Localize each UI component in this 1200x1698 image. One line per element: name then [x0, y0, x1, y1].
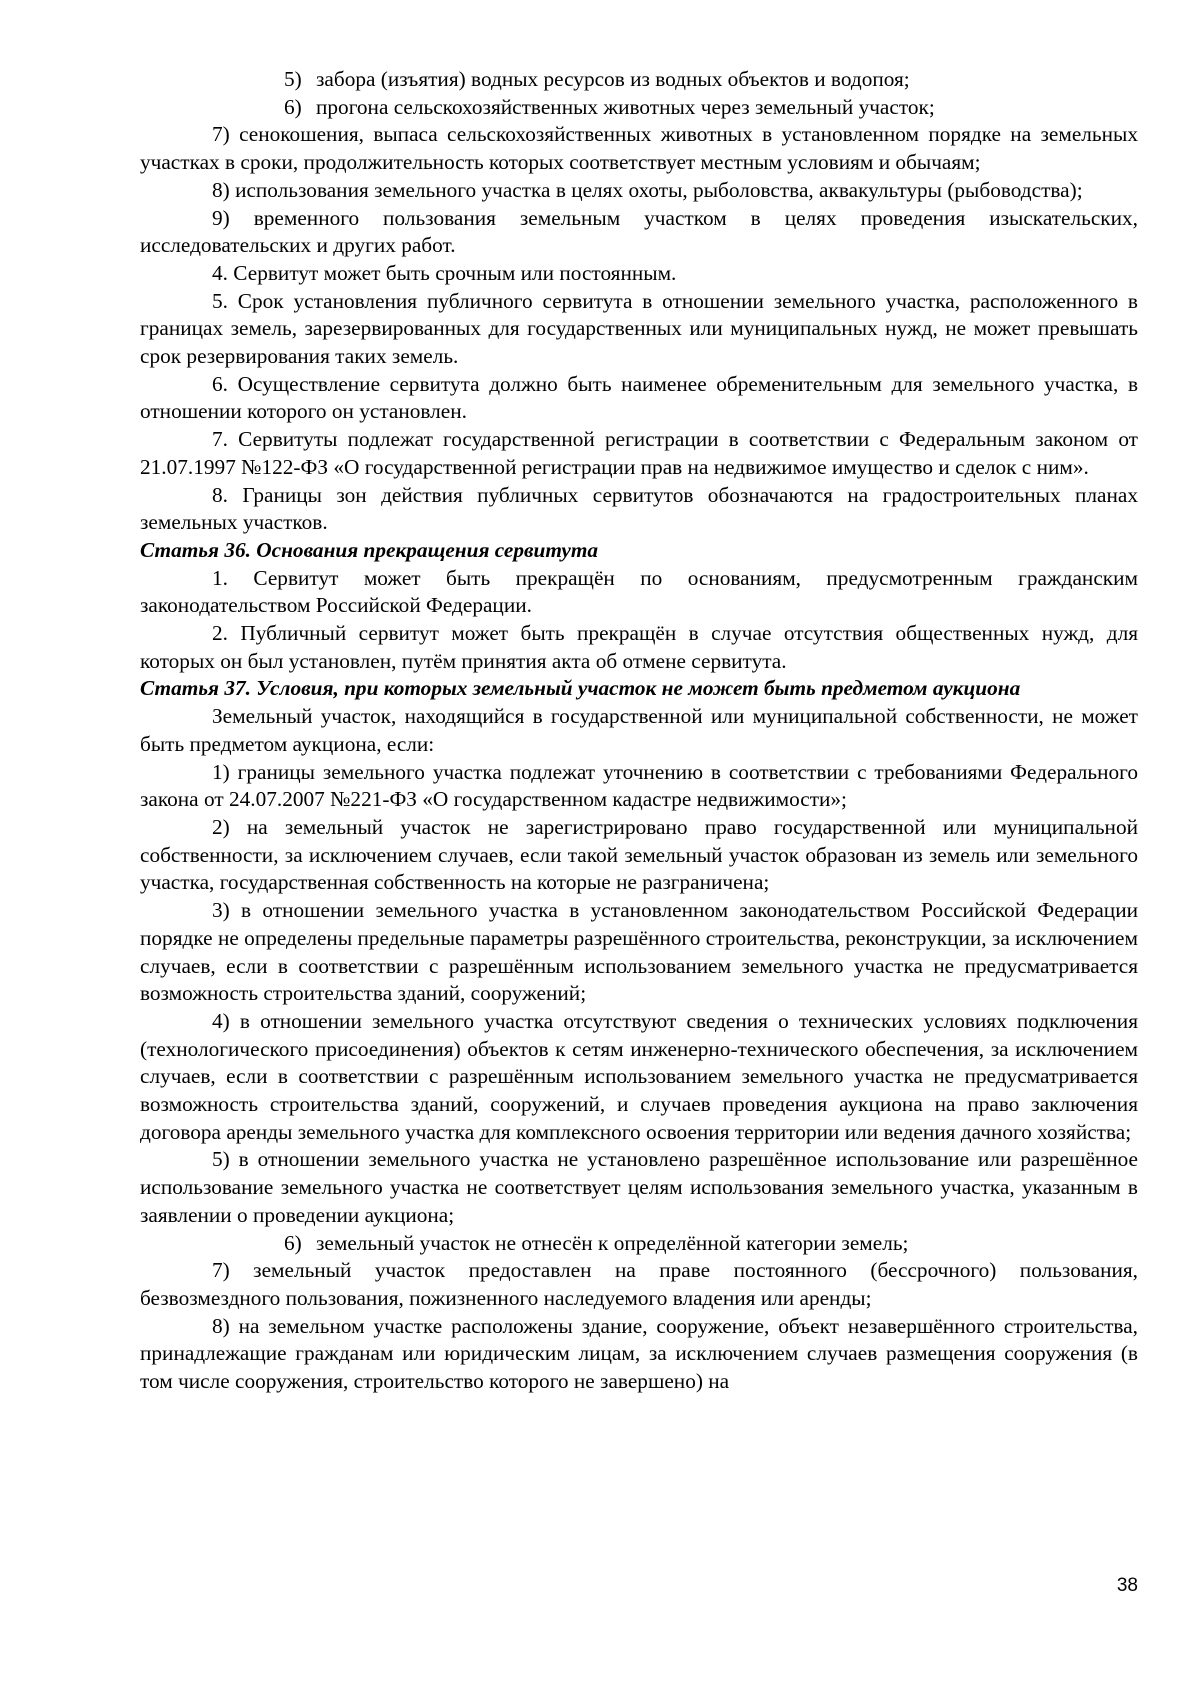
paragraph: 5) в отношении земельного участка не установлено разрешённое использование или разрешённое использование земельного участка не соответствует целям использования земельного участка, указанным в заявлении о проведении аукциона; — [140, 1147, 1138, 1227]
list-number: 6) — [284, 1230, 302, 1255]
paragraph: 2. Публичный сервитут может быть прекращён в случае отсутствия общественных нужд, для которых он был установлен, путём принятия акта об отмене сервитута. — [140, 621, 1138, 673]
paragraph: 2) на земельный участок не зарегистрировано право государственной или муниципальной собственности, за исключением случаев, если такой земельный участок образован из земель или земельного участка, государственная собственность на которые не разграничена; — [140, 814, 1138, 895]
article-heading: Статья 37. Условия, при которых земельный участок не может быть предметом аукциона — [140, 676, 1021, 701]
paragraph: Земельный участок, находящийся в государственной или муниципальной собственности, не может быть предметом аукциона, если: — [140, 704, 1138, 756]
paragraph: 7) сенокошения, выпаса сельскохозяйственных животных в установленном порядке на земельных участках в сроки, продолжительность которых соответствует местным условиям и обычаям; — [140, 122, 1138, 175]
list-item — [140, 1230, 1138, 1258]
paragraph: 9) временного пользования земельным участком в целях проведения изыскательских, исследовательских и других работ. — [140, 205, 1138, 258]
list-text: земельный участок не отнесён к определённой категории земель; — [316, 1230, 909, 1255]
list-item — [140, 94, 1138, 122]
paragraph: 1) границы земельного участка подлежат уточнению в соответствии с требованиями Федерального закона от 24.07.2007 №221-ФЗ «О государственном кадастре недвижимости»; — [140, 759, 1138, 812]
paragraph: 7. Сервитуты подлежат государственной регистрации в соответствии с Федеральным законом от 21.07.1997 №122-ФЗ «О государственной регистрации прав на недвижимое имущество и сделок с ним». — [140, 427, 1138, 479]
paragraph: 4. Сервитут может быть срочным или постоянным. — [212, 260, 677, 285]
paragraph: 8) на земельном участке расположены здание, сооружение, объект незавершённого строительства, принадлежащие гражданам или юридическим лицам, за исключением случаев размещения сооружения (в том числе сооружения, строительство которого не завершено) на — [140, 1313, 1138, 1394]
paragraph: 6. Осуществление сервитута должно быть наименее обременительным для земельного участка, в отношении которого он установлен. — [140, 371, 1138, 424]
list-number: 5) — [284, 67, 302, 91]
paragraph: 8. Границы зон действия публичных сервитутов обозначаются на градостроительных планах земельных участков. — [140, 482, 1138, 535]
list-text: прогона сельскохозяйственных животных через земельный участок; — [316, 94, 935, 119]
paragraph: 3) в отношении земельного участка в установленном законодательством Российской Федерации порядке не определены предельные параметры разрешённого строительства, реконструкции, за исключением случаев, если в соответствии с разрешённым использованием земельного участка не предусматривается возможность строительства зданий, сооружений; — [140, 898, 1138, 1006]
paragraph: 1. Сервитут может быть прекращён по основаниям, предусмотренным гражданским законодательством Российской Федерации. — [140, 565, 1138, 618]
document-page — [140, 66, 1138, 1396]
paragraph: 7) земельный участок предоставлен на праве постоянного (бессрочного) пользования, безвозмездного пользования, пожизненного наследуемого владения или аренды; — [140, 1258, 1138, 1310]
paragraph: 4) в отношении земельного участка отсутствуют сведения о технических условиях подключения (технологического присоединения) объектов к сетям инженерно-технического обеспечения, за исключением случаев, если в соответствии с разрешённым использованием земельного участка не предусматривается возможность строительства зданий, сооружений, и случаев проведения аукциона на право заключения договора аренды земельного участка для комплексного освоения территории или ведения дачного хозяйства; — [140, 1008, 1138, 1144]
list-item — [140, 66, 1138, 94]
page-number: 38 — [1116, 1575, 1138, 1596]
paragraph: 5. Срок установления публичного сервитута в отношении земельного участка, расположенного в границах земель, зарезервированных для государственных или муниципальных нужд, не может превышать срок резервирования таких земель. — [140, 288, 1138, 369]
list-number: 6) — [284, 94, 302, 119]
paragraph: 8) использования земельного участка в целях охоты, рыболовства, аквакультуры (рыбоводства); — [212, 177, 1083, 202]
article-heading: Статья 36. Основания прекращения сервитута — [140, 537, 599, 562]
list-text: забора (изъятия) водных ресурсов из водных объектов и водопоя; — [316, 67, 910, 91]
